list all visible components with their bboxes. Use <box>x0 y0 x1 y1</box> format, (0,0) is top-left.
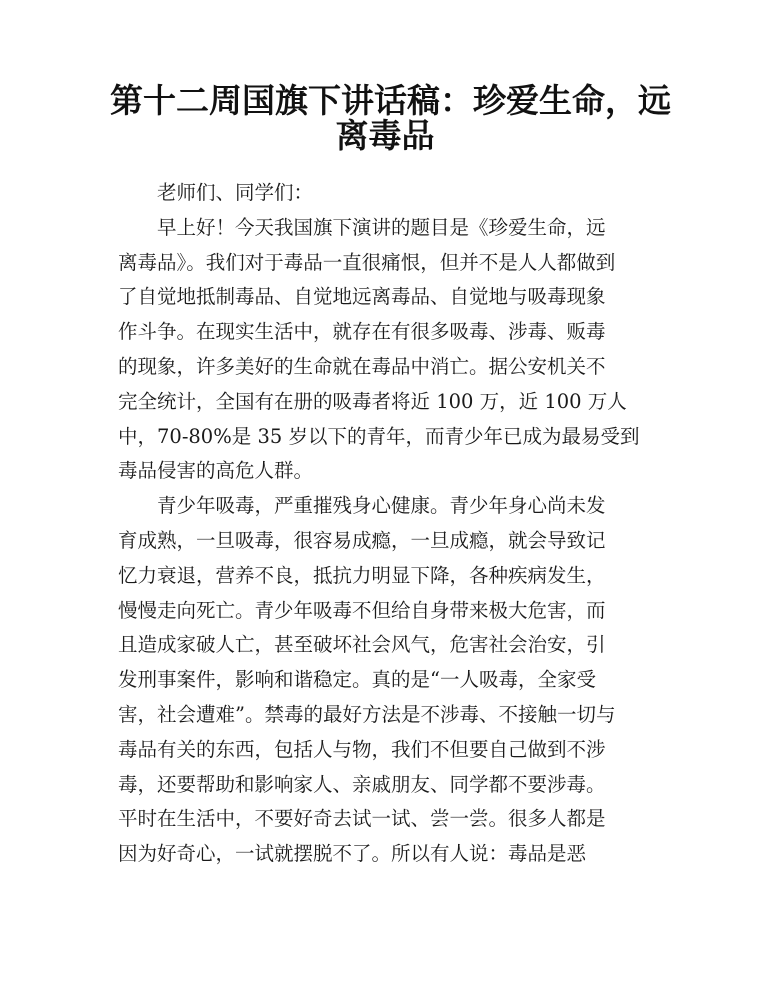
text-line: 完全统计，全国有在册的吸毒者将近 100 万，近 100 万人 <box>118 389 627 413</box>
text-line: 了自觉地抵制毒品、自觉地远离毒品、自觉地与吸毒现象 <box>118 285 606 309</box>
text-line: 的现象，许多美好的生命就在毒品中消亡。据公安机关不 <box>118 354 606 378</box>
title-line: 离毒品 <box>335 115 435 155</box>
document-body <box>118 176 658 872</box>
text-line: 害，社会遭难”。禁毒的最好方法是不涉毒、不接触一切与 <box>118 702 616 726</box>
document-title <box>110 81 671 155</box>
text-line: 因为好奇心，一试就摆脱不了。所以有人说：毒品是恶 <box>118 842 587 866</box>
text-line: 育成熟，一旦吸毒，很容易成瘾，一旦成瘾，就会导致记 <box>118 528 606 552</box>
text-line: 毒，还要帮助和影响家人、亲戚朋友、同学都不要涉毒。 <box>118 772 606 796</box>
text-line: 老师们、同学们： <box>157 181 314 204</box>
text-line: 且造成家破人亡，甚至破坏社会风气，危害社会治安，引 <box>118 633 606 657</box>
text-line: 早上好！今天我国旗下演讲的题目是《珍爱生命，远 <box>157 215 606 239</box>
salutation-paragraph <box>118 176 658 211</box>
text-line: 作斗争。在现实生活中，就存在有很多吸毒、涉毒、贩毒 <box>118 320 606 344</box>
text-line: 离毒品》。我们对于毒品一直很痛恨，但并不是人人都做到 <box>118 250 616 274</box>
text-line: 忆力衰退，营养不良，抵抗力明显下降，各种疾病发生， <box>118 563 606 587</box>
text-line: 平时在生活中，不要好奇去试一试、尝一尝。很多人都是 <box>118 807 606 831</box>
intro-paragraph <box>118 211 658 489</box>
text-line: 毒品侵害的高危人群。 <box>118 459 314 483</box>
text-line: 发刑事案件，影响和谐稳定。真的是“一人吸毒，全家受 <box>118 668 596 692</box>
text-line: 慢慢走向死亡。青少年吸毒不但给自身带来极大危害，而 <box>118 598 606 622</box>
title-line: 第十二周国旗下讲话稿：珍爱生命，远 <box>110 81 671 120</box>
text-line: 毒品有关的东西，包括人与物，我们不但要自己做到不涉 <box>118 737 606 761</box>
text-line: 青少年吸毒，严重摧残身心健康。青少年身心尚未发 <box>157 494 606 518</box>
body-paragraph <box>118 489 658 872</box>
text-line: 中，70-80%是 35 岁以下的青年，而青少年已成为最易受到 <box>118 424 640 448</box>
